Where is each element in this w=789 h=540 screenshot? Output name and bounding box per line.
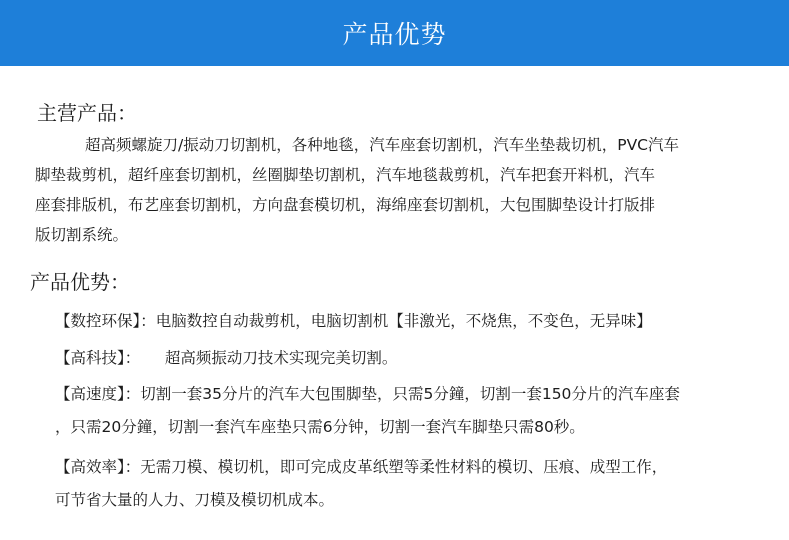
advantage-text: 【高效率】：无需刀模、模切机，即可完成皮革纸塑等柔性材料的模切、压痕、成型工作，	[55, 458, 668, 476]
advantage-text: 【高速度】：切割一套35分片的汽车大包围脚垫，只需5分鐘，切割一套150分片的汽车座套	[55, 385, 680, 403]
advantage-text: 可节省大量的人力、刀模及模切机成本。	[55, 491, 335, 509]
advantage-text: ，只需20分鐘，切割一套汽车座垫只需6分钟，切割一套汽车脚垫只需80秒。	[55, 418, 585, 436]
advantage-text: 【数控环保】：电脑数控自动裁剪机，电脑切割机【非激光，不烧焦，不变色，无异味】	[55, 312, 652, 330]
advantage-item-efficiency	[55, 451, 667, 517]
advantage-item-hitech	[55, 342, 397, 375]
advantage-text: 【高科技】： 超高频振动刀技术实现完美切割。	[55, 349, 398, 367]
description-line: 脚垫裁剪机，超纤座套切割机，丝圈脚垫切割机，汽车地毯裁剪机，汽车把套开料机，汽车	[35, 166, 656, 184]
description-line: 超高频螺旋刀/振动刀切割机，各种地毯，汽车座套切割机，汽车坐垫裁切机，PVC汽车	[85, 136, 679, 154]
description-line: 座套排版机，布艺座套切割机，方向盘套模切机，海绵座套切割机，大包围脚垫设计打版排	[35, 196, 656, 214]
title-banner	[0, 0, 789, 66]
main-products-description	[35, 130, 679, 250]
main-products-heading: 主营产品：	[37, 101, 137, 125]
banner-title: 产品优势	[342, 20, 447, 49]
advantage-item-eco	[55, 305, 652, 338]
advantage-item-speed	[55, 378, 680, 444]
advantages-heading: 产品优势：	[30, 270, 130, 294]
description-line: 版切割系统。	[35, 226, 129, 244]
